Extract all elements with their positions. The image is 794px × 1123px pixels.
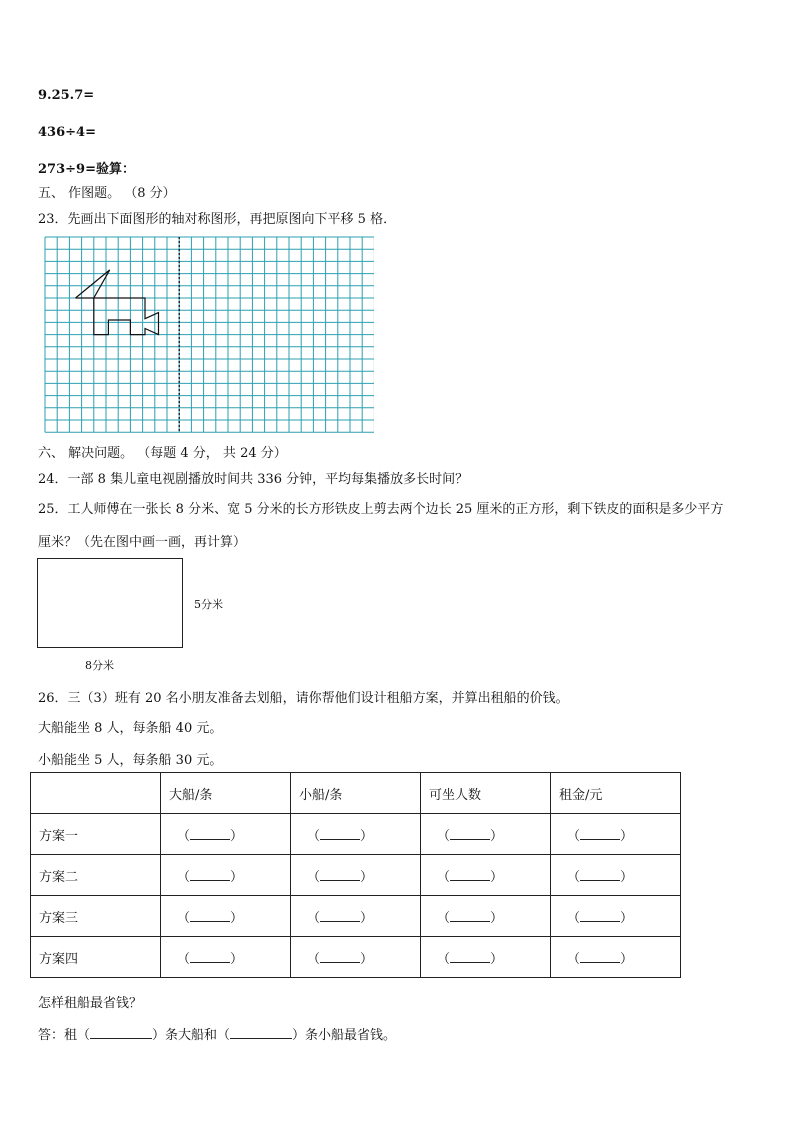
answer-blank-cell[interactable] <box>291 814 421 855</box>
answer-blank-cell[interactable] <box>551 896 681 937</box>
answer-blank-cell[interactable] <box>161 896 291 937</box>
blank-close-paren: ） <box>360 951 374 967</box>
question-25-line-2: 厘米？（先在图中画一画，再计算） <box>38 535 247 550</box>
blank-open-paren: （ <box>567 869 581 885</box>
original-figure-shape <box>76 270 159 335</box>
table-row <box>31 937 681 978</box>
blank-open-paren: （ <box>437 951 451 967</box>
answer-blank-cell[interactable] <box>551 937 681 978</box>
question-23: 23．先画出下面图形的轴对称图形，再把原图向下平移 5 格． <box>38 212 397 227</box>
blank-open-paren: （ <box>437 910 451 926</box>
blank-underline[interactable] <box>190 828 230 840</box>
calc-line-2: 436÷4= <box>38 125 96 140</box>
blank-open-paren: （ <box>177 910 191 926</box>
blank-open-paren: （ <box>177 828 191 844</box>
blank-close-paren: ） <box>620 910 634 926</box>
rectangle-figure <box>37 558 183 648</box>
blank-open-paren: （ <box>567 910 581 926</box>
blank-close-paren: ） <box>620 828 634 844</box>
answer-blank-cell[interactable] <box>551 814 681 855</box>
table-row <box>31 814 681 855</box>
blank-close-paren: ） <box>360 869 374 885</box>
question-24: 24．一部 8 集儿童电视剧播放时间共 336 分钟，平均每集播放多长时间？ <box>38 472 469 487</box>
table-header-cell <box>31 773 161 814</box>
calc-line-1: 9.25.7= <box>38 88 95 103</box>
table-header-cell: 小船/条 <box>291 773 421 814</box>
answer-blank-cell[interactable] <box>291 855 421 896</box>
table-row <box>31 855 681 896</box>
blank-underline[interactable] <box>190 951 230 963</box>
answer-blank-small-boats[interactable] <box>230 1027 292 1039</box>
blank-underline[interactable] <box>450 828 490 840</box>
table-header-row <box>31 773 681 814</box>
blank-open-paren: （ <box>307 910 321 926</box>
blank-close-paren: ） <box>490 869 504 885</box>
big-boat-info: 大船能坐 8 人，每条船 40 元。 <box>38 721 223 736</box>
section-5-heading: 五、 作图题。 （8 分） <box>38 186 176 201</box>
blank-close-paren: ） <box>360 828 374 844</box>
blank-open-paren: （ <box>437 828 451 844</box>
question-25-line-1: 25．工人师傅在一张长 8 分米、宽 5 分米的长方形铁皮上剪去两个边长 25 厘米的正方形，剩下铁皮的面积是多少平方 <box>38 502 724 517</box>
blank-open-paren: （ <box>177 951 191 967</box>
answer-blank-cell[interactable] <box>421 855 551 896</box>
boat-plan-table <box>30 772 681 978</box>
answer-suffix: ）条小船最省钱。 <box>292 1028 397 1043</box>
answer-blank-cell[interactable] <box>551 855 681 896</box>
blank-underline[interactable] <box>320 910 360 922</box>
blank-open-paren: （ <box>307 951 321 967</box>
blank-underline[interactable] <box>190 869 230 881</box>
blank-close-paren: ） <box>490 951 504 967</box>
table-row <box>31 896 681 937</box>
blank-close-paren: ） <box>360 910 374 926</box>
answer-blank-cell[interactable] <box>421 814 551 855</box>
blank-close-paren: ） <box>490 910 504 926</box>
table-header-cell: 大船/条 <box>161 773 291 814</box>
blank-underline[interactable] <box>580 828 620 840</box>
blank-open-paren: （ <box>567 828 581 844</box>
answer-mid: ）条大船和（ <box>152 1028 231 1043</box>
blank-close-paren: ） <box>620 951 634 967</box>
table-header-cell: 租金/元 <box>551 773 681 814</box>
blank-close-paren: ） <box>490 828 504 844</box>
answer-blank-cell[interactable] <box>161 814 291 855</box>
answer-blank-cell[interactable] <box>421 896 551 937</box>
blank-open-paren: （ <box>307 869 321 885</box>
blank-close-paren: ） <box>620 869 634 885</box>
question-26-intro: 26．三（3）班有 20 名小朋友准备去划船，请你帮他们设计租船方案，并算出租船的价钱。 <box>38 691 569 706</box>
blank-underline[interactable] <box>580 869 620 881</box>
blank-underline[interactable] <box>320 869 360 881</box>
blank-underline[interactable] <box>580 910 620 922</box>
answer-blank-big-boats[interactable] <box>90 1027 152 1039</box>
answer-blank-cell[interactable] <box>161 855 291 896</box>
answer-blank-cell[interactable] <box>291 896 421 937</box>
blank-open-paren: （ <box>567 951 581 967</box>
blank-underline[interactable] <box>450 951 490 963</box>
blank-underline[interactable] <box>450 910 490 922</box>
calc-line-3: 273÷9=验算： <box>38 162 135 177</box>
plan-name-cell: 方案二 <box>31 855 161 896</box>
blank-underline[interactable] <box>580 951 620 963</box>
blank-open-paren: （ <box>307 828 321 844</box>
answer-blank-cell[interactable] <box>161 937 291 978</box>
plan-name-cell: 方案四 <box>31 937 161 978</box>
blank-open-paren: （ <box>177 869 191 885</box>
answer-line <box>38 1024 396 1043</box>
answer-blank-cell[interactable] <box>421 937 551 978</box>
rectangle-width-label: 8分米 <box>85 659 114 672</box>
blank-close-paren: ） <box>230 951 244 967</box>
square-grid-figure <box>44 236 374 433</box>
answer-blank-cell[interactable] <box>291 937 421 978</box>
table-header-cell: 可坐人数 <box>421 773 551 814</box>
blank-underline[interactable] <box>450 869 490 881</box>
plan-name-cell: 方案三 <box>31 896 161 937</box>
plan-name-cell: 方案一 <box>31 814 161 855</box>
answer-prefix: 答：租（ <box>38 1028 91 1043</box>
section-6-heading: 六、 解决问题。 （每题 4 分， 共 24 分） <box>38 446 287 461</box>
blank-close-paren: ） <box>230 910 244 926</box>
blank-underline[interactable] <box>190 910 230 922</box>
blank-underline[interactable] <box>320 951 360 963</box>
blank-close-paren: ） <box>230 828 244 844</box>
small-boat-info: 小船能坐 5 人，每条船 30 元。 <box>38 753 223 768</box>
blank-close-paren: ） <box>230 869 244 885</box>
question-26-question: 怎样租船最省钱？ <box>38 996 143 1011</box>
blank-underline[interactable] <box>320 828 360 840</box>
blank-open-paren: （ <box>437 869 451 885</box>
rectangle-height-label: 5分米 <box>194 598 223 611</box>
